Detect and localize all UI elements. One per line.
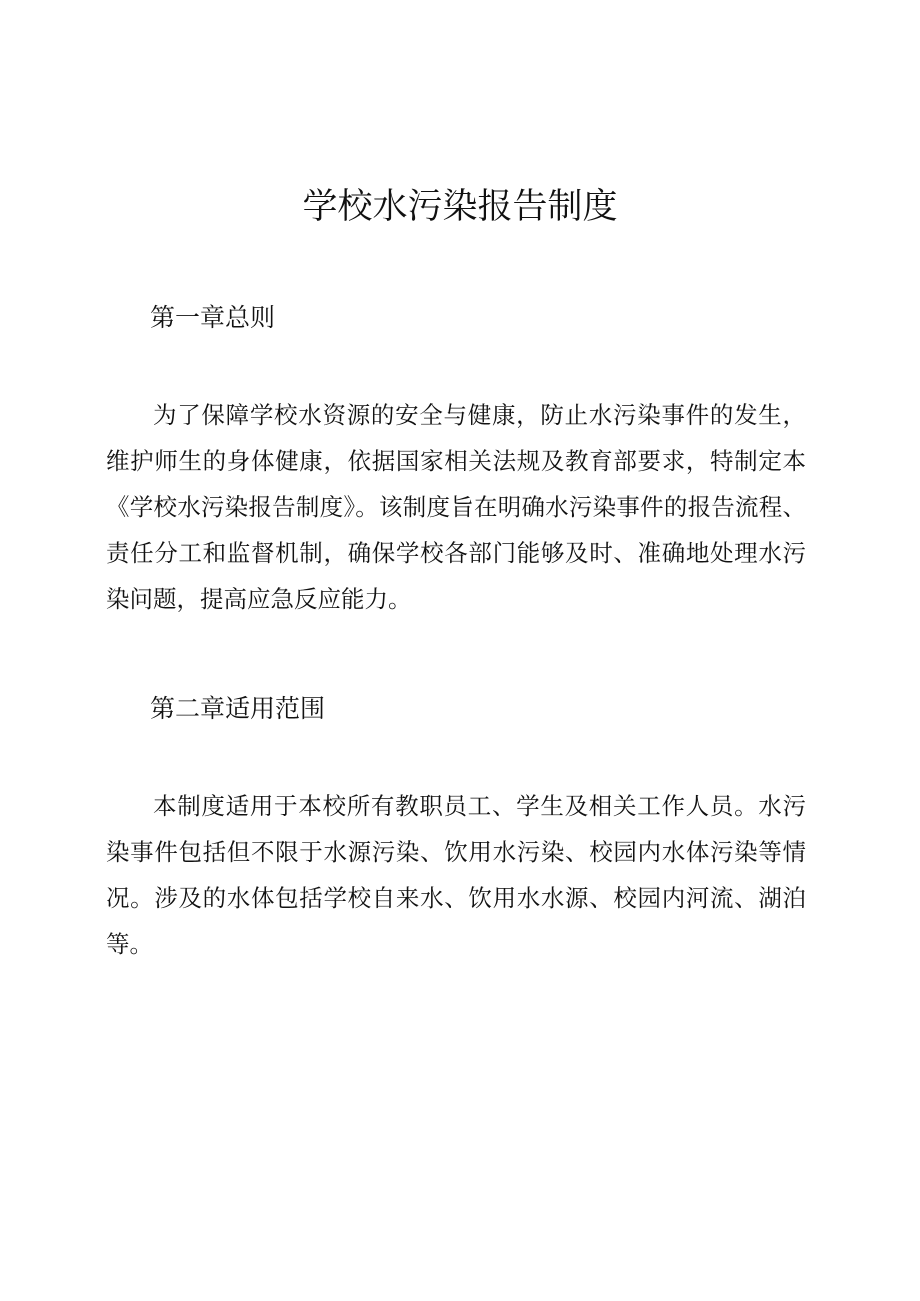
chapter-heading-scope: 第二章适用范围 (150, 694, 326, 723)
document-title: 学校水污染报告制度 (302, 187, 618, 227)
chapter-paragraph-general-provisions: 为了保障学校水资源的安全与健康，防止水污染事件的发生，维护师生的身体健康，依据国家相关法规及教育部要求，特制定本《学校水污染报告制度》。该制度旨在明确水污染事件的报告流程、责任分工和监督机制，确保学校各部门能够及时、准确地处理水污染问题，提高应急反应能力。 (106, 401, 806, 613)
chapter-heading-general-provisions: 第一章总则 (150, 303, 276, 332)
chapter-paragraph-scope: 本制度适用于本校所有教职员工、学生及相关工作人员。水污染事件包括但不限于水源污染、饮用水污染、校园内水体污染等情况。涉及的水体包括学校自来水、饮用水水源、校园内河流、湖泊等。 (106, 792, 806, 958)
